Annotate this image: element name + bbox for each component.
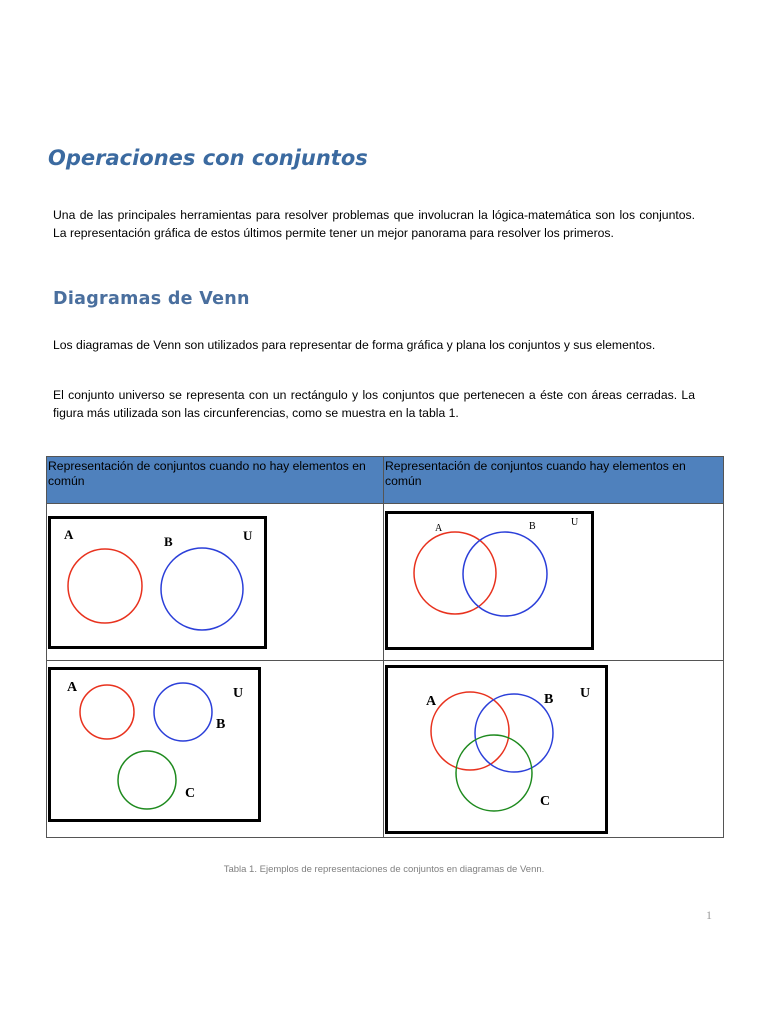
set-c-circle [456,735,532,811]
label-a: A [435,523,443,534]
label-u: U [580,686,591,701]
set-a-circle [80,685,134,739]
venn-examples-table [46,456,724,838]
label-b: B [544,692,554,707]
set-b-circle [475,694,553,772]
page-title: Operaciones con conjuntos [48,146,368,170]
set-c-circle [118,751,176,809]
label-a: A [426,694,437,709]
label-a: A [64,527,74,542]
universe-rect [387,667,607,833]
table-row [47,661,724,838]
set-a-circle [68,549,142,623]
universe-rect [50,518,266,648]
cell-two-disjoint-sets [47,504,384,661]
universe-rect [50,669,260,821]
universe-paragraph: El conjunto universo se representa con un rectángulo y los conjuntos que pertenecen a éste con áreas cerradas. La figura más utilizada son las circunferencias, como se muestra en la tabla 1. [53,388,695,420]
label-u: U [233,686,244,701]
venn-two-disjoint-diagram [48,516,268,650]
intro-paragraph: Una de las principales herramientas para resolver problemas que involucran la lógica-matemática son los conjuntos. La representación gráfica de estos últimos permite tener un mejor panorama para resolver los primeros. [53,208,695,240]
label-a: A [67,680,78,695]
cell-three-overlapping-sets [384,661,724,838]
venn-two-overlap-diagram [385,511,595,651]
venn-definition-paragraph: Los diagramas de Venn son utilizados para representar de forma gráfica y plana los conjuntos y sus elementos. [53,338,656,352]
cell-three-disjoint-sets [47,661,384,838]
venn-three-disjoint-diagram [48,667,262,823]
set-b-circle [154,683,212,741]
set-a-circle [431,692,509,770]
header-label-common: Representación de conjuntos cuando hay elementos en común [385,459,686,488]
cell-two-overlapping-sets [384,504,724,661]
page-number: 1 [706,908,712,922]
label-b: B [216,717,226,732]
header-label-no-common: Representación de conjuntos cuando no hay elementos en común [48,459,366,488]
venn-three-overlap-diagram [385,665,609,835]
label-b: B [164,534,173,549]
universe-rect [387,513,593,649]
table-caption: Tabla 1. Ejemplos de representaciones de conjuntos en diagramas de Venn. [223,864,545,875]
label-u: U [571,517,579,528]
label-c: C [185,786,196,801]
table-header-row [47,457,724,504]
label-u: U [243,528,253,543]
set-a-circle [414,532,496,614]
set-b-circle [463,532,547,616]
label-b: B [529,521,536,532]
set-b-circle [161,548,243,630]
label-c: C [540,794,551,809]
header-cell-common [384,457,724,504]
section-title: Diagramas de Venn [53,289,250,309]
table-row [47,504,724,661]
header-cell-no-common [47,457,384,504]
